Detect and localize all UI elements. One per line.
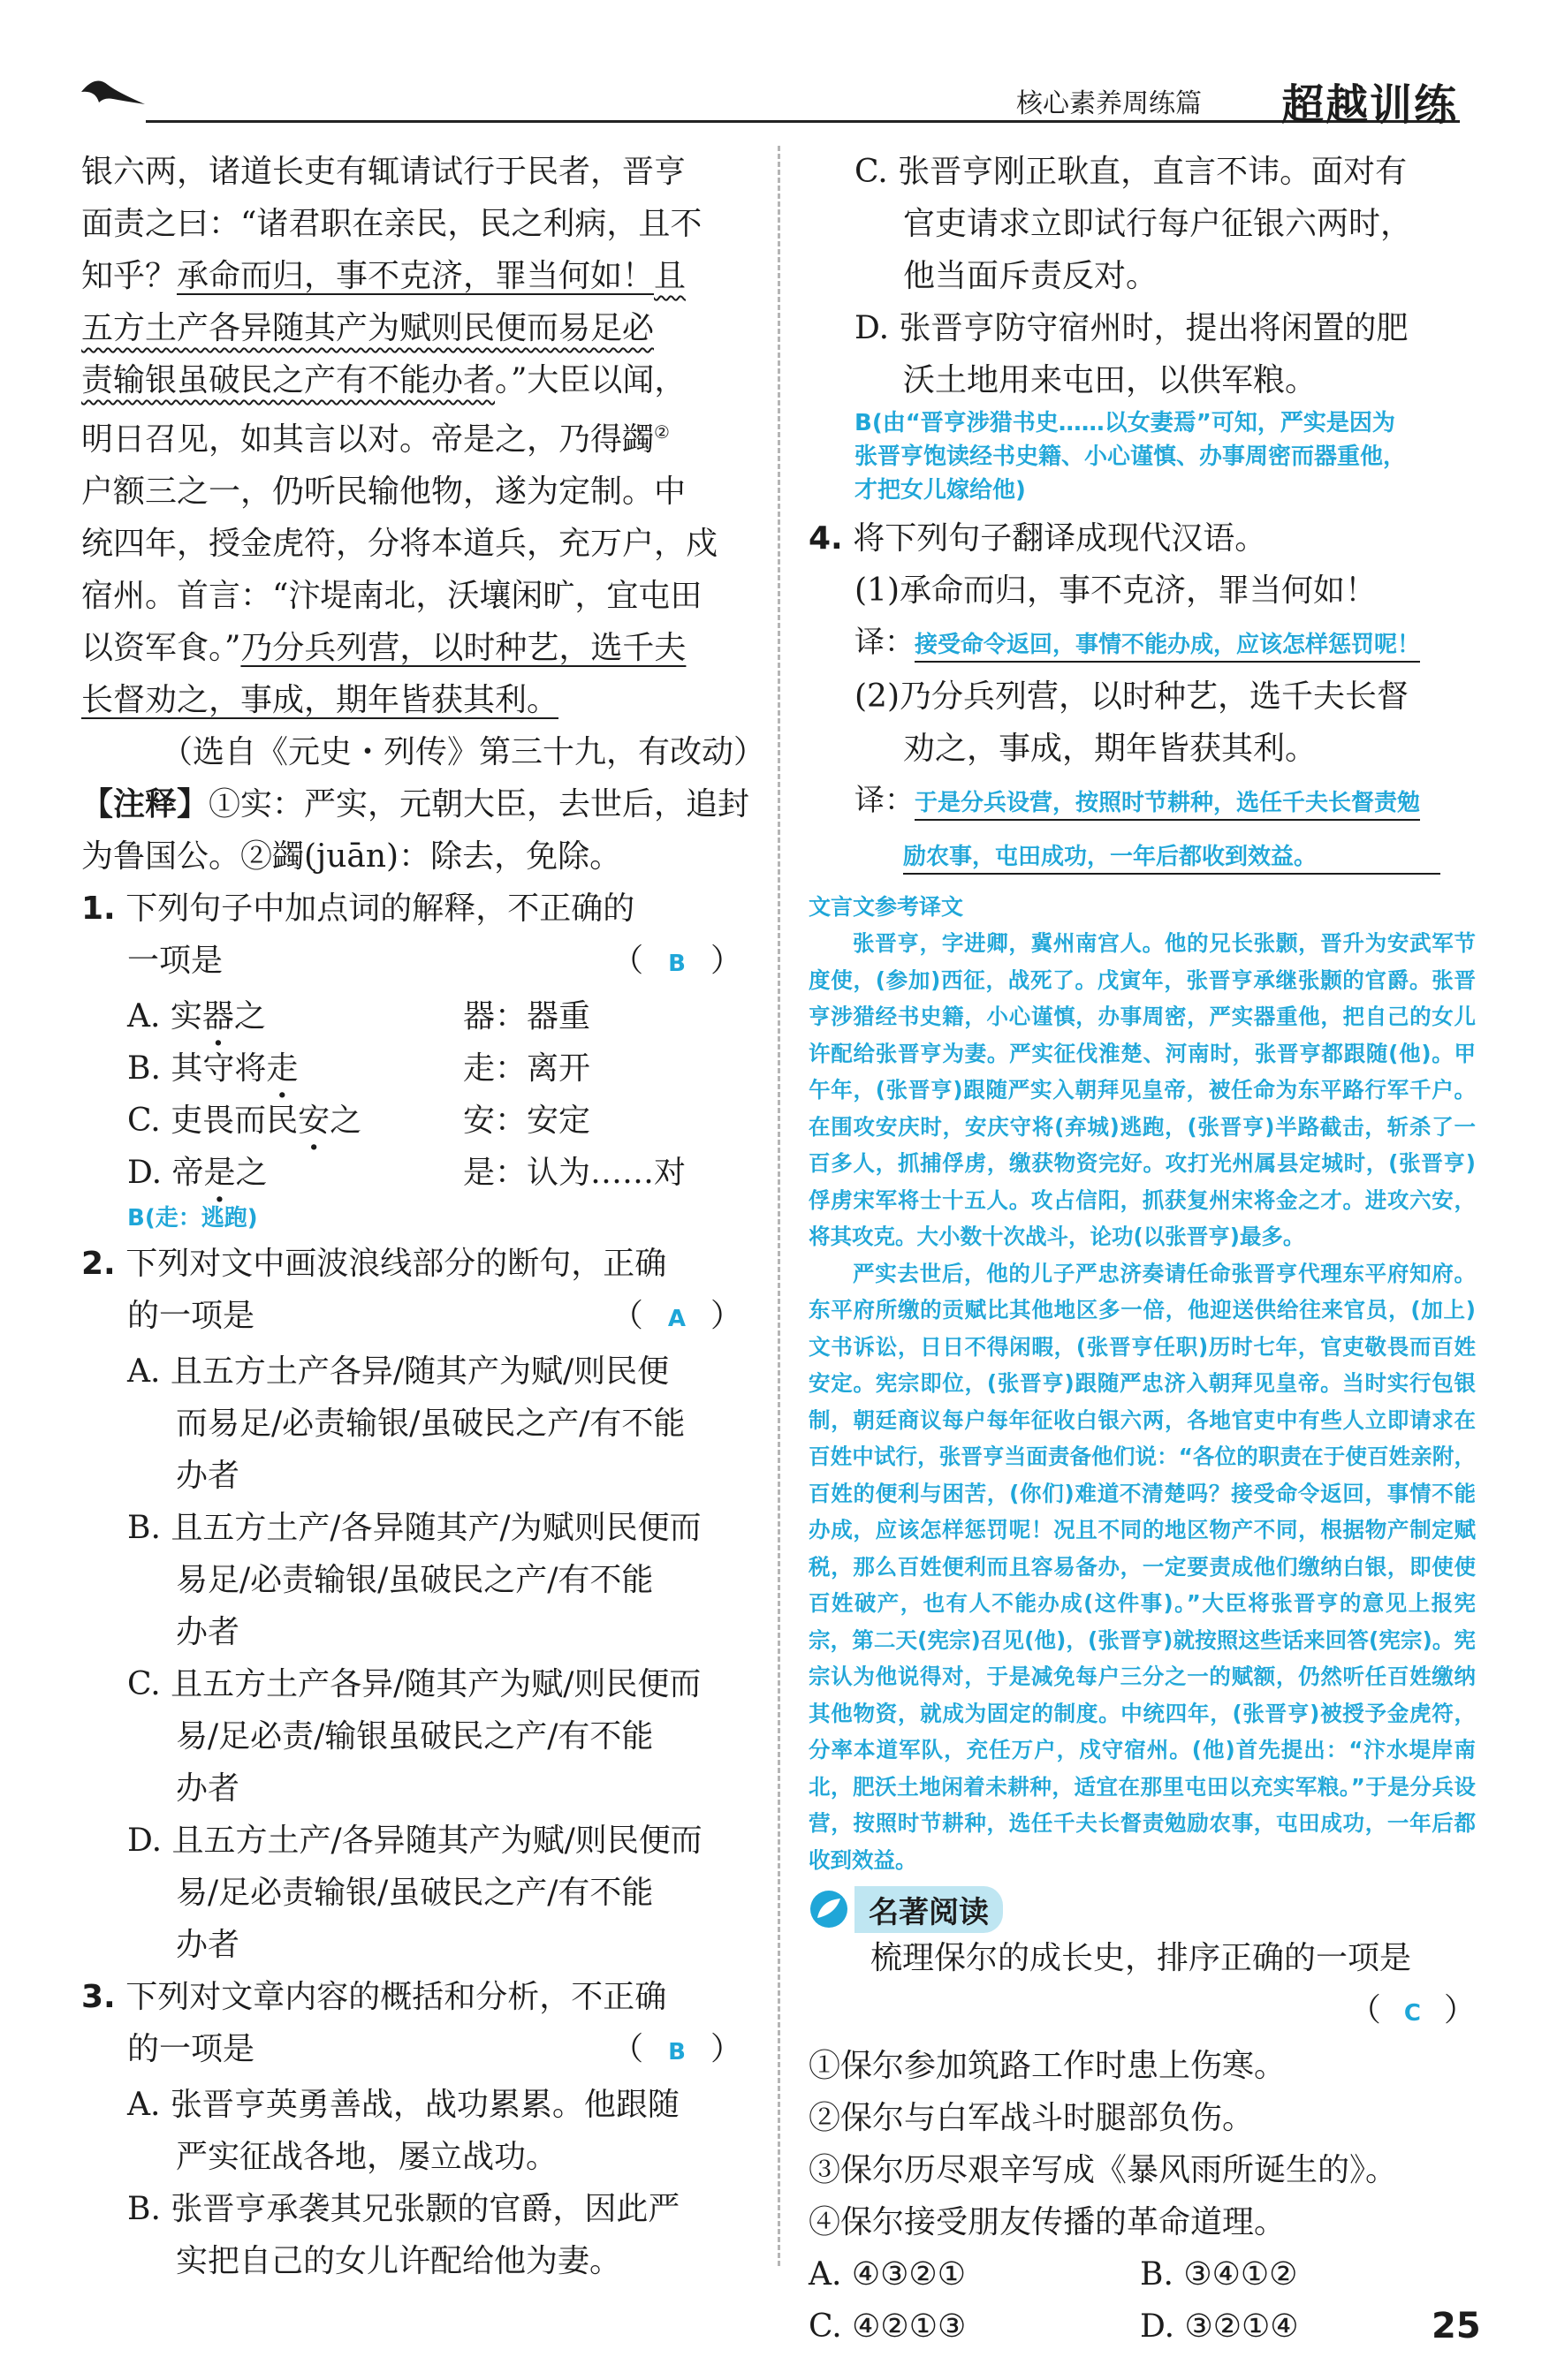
option-text: 之: [235, 1155, 268, 1191]
question-stem: [81, 883, 744, 935]
translation-answer-2: [809, 829, 1476, 883]
answer-bracket: （ B ）: [611, 2031, 744, 2067]
dotted-word: 器: [201, 998, 234, 1035]
leaf-badge-icon: [809, 1890, 849, 1929]
option-text: B. 且五方土产/各异随其产/为赋则民便而: [127, 1510, 702, 1546]
classics-stem: 梳理保尔的成长史，排序正确的一项是: [870, 1940, 1412, 1976]
footnote-mark: ②: [654, 421, 670, 443]
option-text: B. 张晋亨承袭其兄张颢的官爵，因此严: [127, 2191, 680, 2227]
question-stem: [81, 1971, 744, 2023]
passage-text: 以资军食。”: [81, 630, 241, 666]
option-text: 办者: [176, 1770, 240, 1807]
answer-bracket: （ A ）: [611, 1298, 744, 1334]
list-item: ③保尔历尽艰辛写成《暴风雨所诞生的》。: [809, 2152, 1398, 2188]
list-item: ④保尔接受朋友传播的革命道理。: [809, 2204, 1287, 2240]
answer-choice: B: [668, 2039, 687, 2065]
option-c: [81, 1658, 744, 1815]
passage-line: [81, 674, 744, 726]
answer-note-line: 才把女儿嫁给他): [854, 477, 1026, 504]
passage-line: 宿州。首言：“汴堤南北，沃壤闲旷，宜屯田: [81, 578, 703, 614]
passage-line: 面责之曰：“诸君职在亲民，民之利病，且不: [81, 206, 703, 242]
header-subtitle: 核心素养周练篇: [1016, 88, 1202, 119]
question-stem: [809, 512, 1476, 565]
passage-text: 知乎？: [81, 258, 178, 294]
option-text: B. 其守将: [127, 1050, 267, 1087]
option-text: 易/足必责/输银虽破民之产/有不能: [176, 1718, 654, 1755]
reference-translation: [809, 890, 1476, 1878]
sentence-2: 劝之，事成，期年皆获其利。: [903, 731, 1318, 767]
passage-line: [81, 250, 744, 302]
translation-title: 文言文参考译文: [809, 894, 964, 920]
option-text: 办者: [176, 1927, 240, 1963]
question-stem: [81, 1238, 744, 1290]
note-text: ①实：严实，元朝大臣，去世后，追封: [209, 786, 750, 822]
answer-bracket: （ B ）: [611, 943, 744, 979]
option-text: A. 且五方土产各异/随其产为赋/则民便: [127, 1353, 670, 1390]
passage-line: 户额三之一，仍听民输他物，遂为定制。中: [81, 474, 687, 510]
option-a: [81, 2079, 744, 2183]
option-text: A. 实: [127, 998, 202, 1035]
wavy-segment: 责输银虽破民之产有不能办者: [81, 362, 496, 398]
translation-text: 接受命令返回，事情不能办成，应该怎样惩罚呢！: [915, 632, 1420, 663]
option-d: D. ③②①④: [1140, 2308, 1299, 2345]
right-column: [809, 146, 1476, 2353]
question-stem: [81, 2023, 744, 2079]
option-a: A. ④③②①: [809, 2256, 966, 2293]
question-stem: [81, 935, 744, 990]
option-gloss: 安：安定: [463, 1103, 591, 1139]
option-d: [81, 1815, 744, 1971]
option-d: [81, 1147, 744, 1199]
answer-note-line: B(由“晋亨涉猎书史……以女妻焉”可知，严实是因为: [854, 410, 1395, 436]
wavy-segment: 且: [654, 258, 687, 294]
answer-note-line: 张晋亨饱读经书史籍、小心谨慎、办事周密而器重他，: [854, 443, 1407, 470]
question-number: 4.: [809, 520, 843, 557]
option-text: 易足/必责输银/虽破民之产/有不能: [176, 1562, 654, 1598]
option-text: D. 且五方土产/各异随其产为赋/则民便而: [127, 1823, 703, 1859]
sentence-2: (2)乃分兵列营，以时种艺，选千夫长督: [854, 678, 1409, 715]
option-text: C. 且五方土产各异/随其产为赋/则民便而: [127, 1666, 702, 1702]
passage-text: 明日召见，如其言以对。帝是之，乃得蠲: [81, 421, 655, 458]
column-divider: [778, 146, 783, 2266]
passage-text: 。”大臣以闻，: [495, 362, 687, 398]
passage-notes: [81, 778, 750, 830]
question-stem-text: 的一项是: [127, 2031, 255, 2067]
question-stem-text: 将下列句子翻译成现代汉语。: [853, 520, 1267, 557]
option-text: 之: [233, 998, 266, 1035]
question-stem-text: 的一项是: [127, 1298, 255, 1334]
answer-choice: B: [668, 951, 687, 977]
answer-choice: A: [667, 1306, 687, 1332]
translation-text: 励农事，屯田成功，一年后都收到效益。: [903, 844, 1440, 875]
option-text: 而易足/必责输银/虽破民之产/有不能: [176, 1406, 686, 1442]
option-text: 易/足必责输银/虽破民之产/有不能: [176, 1875, 654, 1911]
note-label: 【注释】: [81, 785, 209, 822]
option-text: D. 张晋亨防守宿州时，提出将闲置的肥: [854, 310, 1409, 346]
option-gloss: 走：离开: [463, 1050, 591, 1087]
underlined-sentence-2: 长督劝之，事成，期年皆获其利。: [81, 682, 559, 718]
option-text: 之: [330, 1103, 362, 1139]
dotted-word: 走: [266, 1050, 299, 1087]
option-text: C. 吏畏而民: [127, 1103, 299, 1139]
passage-line: 银六两，诸道长吏有辄请试行于民者，晋亨: [81, 154, 687, 190]
list-item: ①保尔参加筑路工作时患上伤寒。: [809, 2048, 1287, 2084]
passage-line: [81, 406, 744, 466]
option-text: 办者: [176, 1458, 240, 1494]
option-text: 严实征战各地，屡立战功。: [176, 2139, 558, 2175]
option-b: [81, 2183, 744, 2287]
question-4: [809, 512, 1476, 883]
question-2: [81, 1238, 744, 1971]
question-number: 2.: [81, 1246, 116, 1282]
answer-bracket: （ C ）: [1348, 1992, 1476, 2028]
option-text: 官吏请求立即试行每户征银六两时，: [903, 206, 1413, 242]
translation-answer-2: [809, 775, 1476, 829]
options-row: [809, 2300, 1476, 2353]
option-b: [81, 1502, 744, 1658]
option-gloss: 器：器重: [463, 998, 591, 1035]
option-d: [809, 302, 1476, 406]
question-stem-text: 一项是: [127, 943, 224, 979]
question-3-continued: [809, 146, 1476, 507]
option-a: [81, 1345, 744, 1502]
option-text: 办者: [176, 1614, 240, 1650]
option-text: 实把自己的女儿许配给他为妻。: [176, 2243, 622, 2279]
classical-passage: [81, 146, 766, 883]
translation-label: 译：: [854, 625, 915, 660]
translation-paragraph: 张晋亨，字进卿，冀州南宫人。他的兄长张颢，晋升为安武军节度使，(参加)西征，战死了。戊寅年，张晋亨承继张颢的官爵。张晋亨涉猎经书史籍，小心谨慎，办事周密，严实器重他，把自己的女儿许配给张晋亨为妻。严实征伐淮楚、河南时，张晋亨都跟随(他)。甲午年，(张晋亨)跟随严实入朝拜见皇帝，被任命为东平路行军千户。在围攻安庆时，安庆守将(弃城)逃跑，(张晋亨)半路截击，斩杀了一百多人，抓捕俘虏，缴获物资完好。攻打光州属县定城时，(张晋亨)俘虏宋军将士十五人。攻占信阳，抓获复州宋将金之才。进攻六安，将其攻克。大小数十次战斗，论功(以张晋亨)最多。: [809, 930, 1476, 1249]
question-stem-text: 下列对文中画波浪线部分的断句，正确: [125, 1246, 667, 1282]
classics-reading: [809, 1878, 1476, 2353]
wavy-segment: 五方土产各异随其产为赋则民便而易足必: [81, 310, 655, 346]
options-row: [809, 2248, 1476, 2300]
passage-source: （选自《元史・列传》第三十九，有改动）: [161, 734, 766, 770]
option-text: 沃土地用来屯田，以供军粮。: [903, 362, 1318, 398]
sentence-1: (1)承命而归，事不克济，罪当何如！: [854, 572, 1377, 609]
left-column: [81, 146, 766, 2287]
page-number: 25: [1432, 2306, 1481, 2346]
passage-line: [81, 354, 744, 406]
underlined-sentence-2: 乃分兵列营，以时种艺，选千夫: [240, 630, 687, 666]
question-1: [81, 883, 744, 1238]
answer-note: B(走：逃跑): [127, 1205, 258, 1232]
option-gloss: 是：认为……对: [463, 1155, 687, 1191]
translation-text: 于是分兵设营，按照时节耕种，选任千夫长督责勉: [915, 790, 1420, 821]
page-header: [0, 0, 1557, 133]
question-number: 1.: [81, 891, 116, 927]
header-brand: 超越训练: [1281, 80, 1459, 130]
bird-logo-icon: [78, 72, 148, 117]
option-c: [809, 146, 1476, 302]
passage-line: [81, 622, 744, 674]
option-a: [81, 990, 744, 1042]
dotted-word: 安: [298, 1103, 330, 1139]
section-title: 名著阅读: [854, 1886, 1003, 1933]
option-b: B. ③④①②: [1140, 2256, 1298, 2293]
list-item: ②保尔与白军战斗时腿部负伤。: [809, 2100, 1255, 2136]
option-text: D. 帝: [127, 1155, 204, 1191]
question-stem: [81, 1290, 744, 1345]
question-3: [81, 1971, 744, 2287]
header-rule: [146, 120, 1460, 123]
question-number: 3.: [81, 1979, 116, 2015]
option-c: C. ④②①③: [809, 2308, 967, 2345]
option-b: [81, 1042, 744, 1095]
translation-paragraph: 严实去世后，他的儿子严忠济奏请任命张晋亨代理东平府知府。东平府所缴的贡赋比其他地区多一倍，他迎送供给往来官员，(加上)文书诉讼，日日不得闲暇，(张晋亨任职)历时七年，官吏敬畏而百姓安定。宪宗即位，(张晋亨)跟随严忠济入朝拜见皇帝。当时实行包银制，朝廷商议每户每年征收白银六两，各地官吏中有些人立即请求在百姓中试行，张晋亨当面责备他们说：“各位的职责在于使百姓亲附，百姓的便利与困苦，(你们)难道不清楚吗？接受命令返回，事情不能办成，应该怎样惩罚呢！况且不同的地区物产不同，根据物产制定赋税，那么百姓便利而且容易备办，一定要责成他们缴纳白银，即使使百姓破产，也有人不能办成(这件事)。”大臣将张晋亨的意见上报宪宗，第二天(宪宗)召见(他)，(张晋亨)就按照这些话来回答(宪宗)。宪宗认为他说得对，于是减免每户三分之一的赋额，仍然听任百姓缴纳其他物资，就成为固定的制度。中统四年，(张晋亨)被授予金虎符，分率本道军队，充任万户，戍守宿州。(他)首先提出：“汴水堤岸南北，肥沃土地闲着未耕种，适宜在那里屯田以充实军粮。”于是分兵设营，按照时节耕种，选任千夫长督责勉励农事，屯田成功，一年后都收到效益。: [809, 1260, 1476, 1873]
translation-answer-1: [809, 617, 1476, 671]
section-badge: [809, 1887, 1003, 1931]
option-text: C. 张晋亨刚正耿直，直言不讳。面对有: [854, 154, 1408, 190]
option-text: A. 张晋亨英勇善战，战功累累。他跟随: [127, 2087, 680, 2123]
dotted-word: 是: [203, 1155, 236, 1191]
underlined-sentence-1: 承命而归，事不克济，罪当何如！: [177, 258, 655, 294]
passage-line: 统四年，授金虎符，分将本道兵，充万户，戍: [81, 526, 718, 562]
passage-line: [81, 302, 744, 354]
answer-note: [809, 406, 1476, 507]
translation-label: 译：: [854, 783, 915, 818]
option-text: 他当面斥责反对。: [903, 258, 1158, 294]
question-stem-text: 下列句子中加点词的解释，不正确的: [125, 891, 635, 927]
answer-choice: C: [1403, 2000, 1421, 2027]
question-stem-text: 下列对文章内容的概括和分析，不正确: [125, 1979, 667, 2015]
passage-notes: 为鲁国公。②蠲(juān)：除去，免除。: [81, 838, 622, 875]
option-c: [81, 1095, 744, 1147]
